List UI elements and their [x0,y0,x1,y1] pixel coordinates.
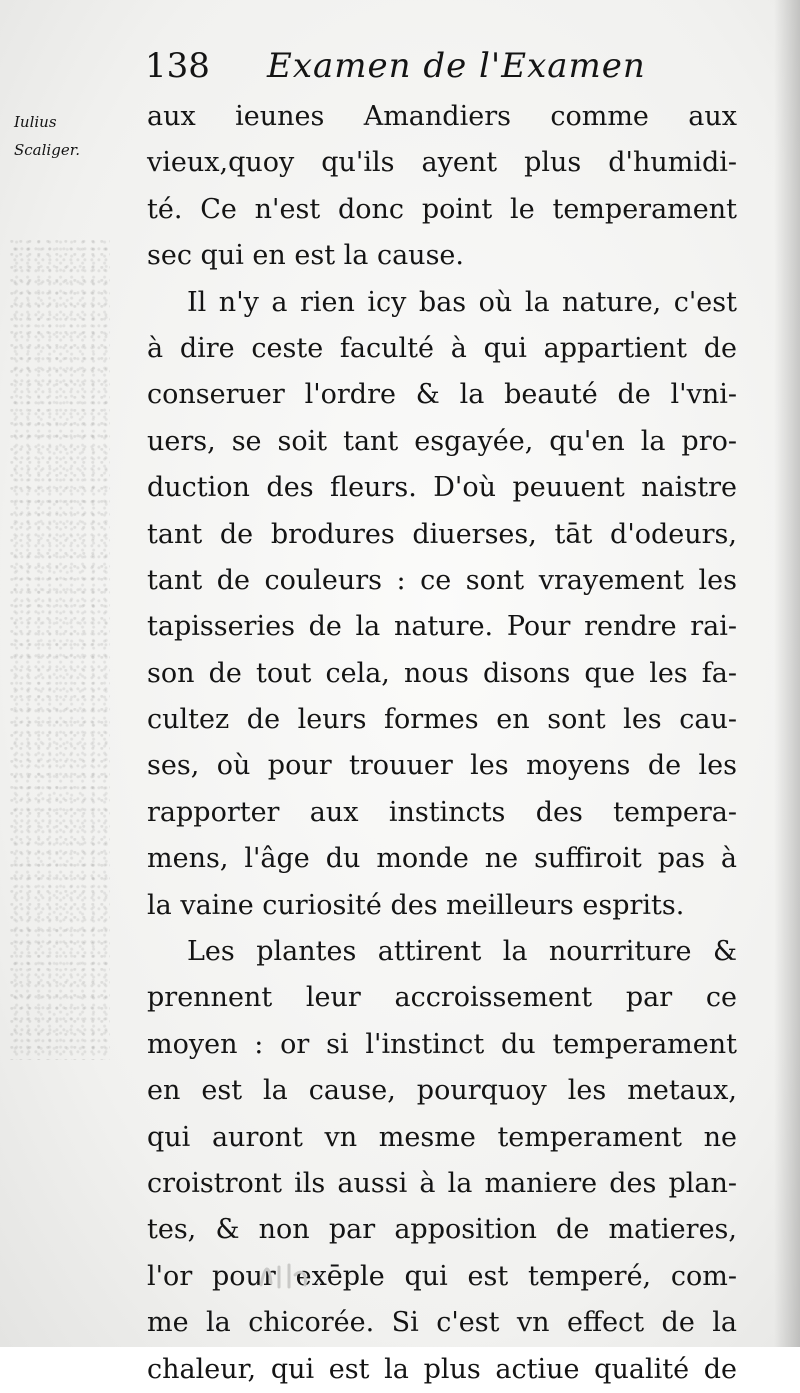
text-line: en est la cause, pourquoy les metaux, [147,1075,737,1107]
text-line: té. Ce n'est donc point le temperament [147,193,737,225]
text-line: uers, se soit tant esgayée, qu'en la pro- [147,425,737,457]
text-line: son de tout cela, nous disons que les fa- [147,657,737,689]
text-line: ses, où pour trouuer les moyens de les [147,750,737,782]
margin-note-line: Scaliger. [14,141,80,159]
text-line: aux ieunes Amandiers comme aux [147,101,737,132]
margin-note-line: Iulius [14,113,57,131]
text-line: sec qui en est la cause. [147,240,464,272]
margin-note [14,108,134,164]
text-line: mens, l'âge du monde ne suffiroit pas à [147,843,737,875]
body-text [147,94,737,1393]
paper-speckle [10,240,110,1060]
signature-mark [255,1255,335,1295]
text-line: qui auront vn mesme temperament ne [147,1121,737,1153]
page-edge-shadow [774,0,800,1347]
text-line: prennent leur accroissement par ce [147,982,737,1014]
text-line: cultez de leurs formes en sont les cau- [147,704,737,736]
text-line: Il n'y a rien icy bas où la nature, c'est [187,286,737,318]
text-line: vieux,quoy qu'ils ayent plus d'humidi- [147,147,737,179]
text-line: duction des fleurs. D'où peuuent naistre [147,472,737,504]
text-line: tant de couleurs : ce sont vrayement les [147,564,737,596]
text-line: tapisseries de la nature. Pour rendre rai- [147,611,737,643]
running-title: Examen de l'Examen [267,46,646,86]
text-line: croistront ils aussi à la maniere des plan- [147,1167,737,1199]
text-line: chaleur, qui est la plus actiue qualité de [147,1353,737,1385]
text-line: l'or pour exēple qui est temperé, com- [147,1260,737,1292]
text-line: tes, & non par apposition de matieres, [147,1214,737,1246]
running-header [145,44,645,88]
text-line: me la chicorée. Si c'est vn effect de la [147,1307,737,1339]
text-line: conseruer l'ordre & la beauté de l'vni- [147,379,737,411]
text-line: à dire ceste faculté à qui appartient de [147,332,737,364]
page-number: 138 [145,46,210,86]
text-line: rapporter aux instincts des tempera- [147,796,737,828]
text-line: moyen : or si l'instinct du temperament [147,1028,737,1060]
text-line: la vaine curiosité des meilleurs esprits. [147,889,685,921]
text-line: Les plantes attirent la nourriture & [187,936,737,968]
text-line: tant de brodures diuerses, tāt d'odeurs, [147,518,737,550]
